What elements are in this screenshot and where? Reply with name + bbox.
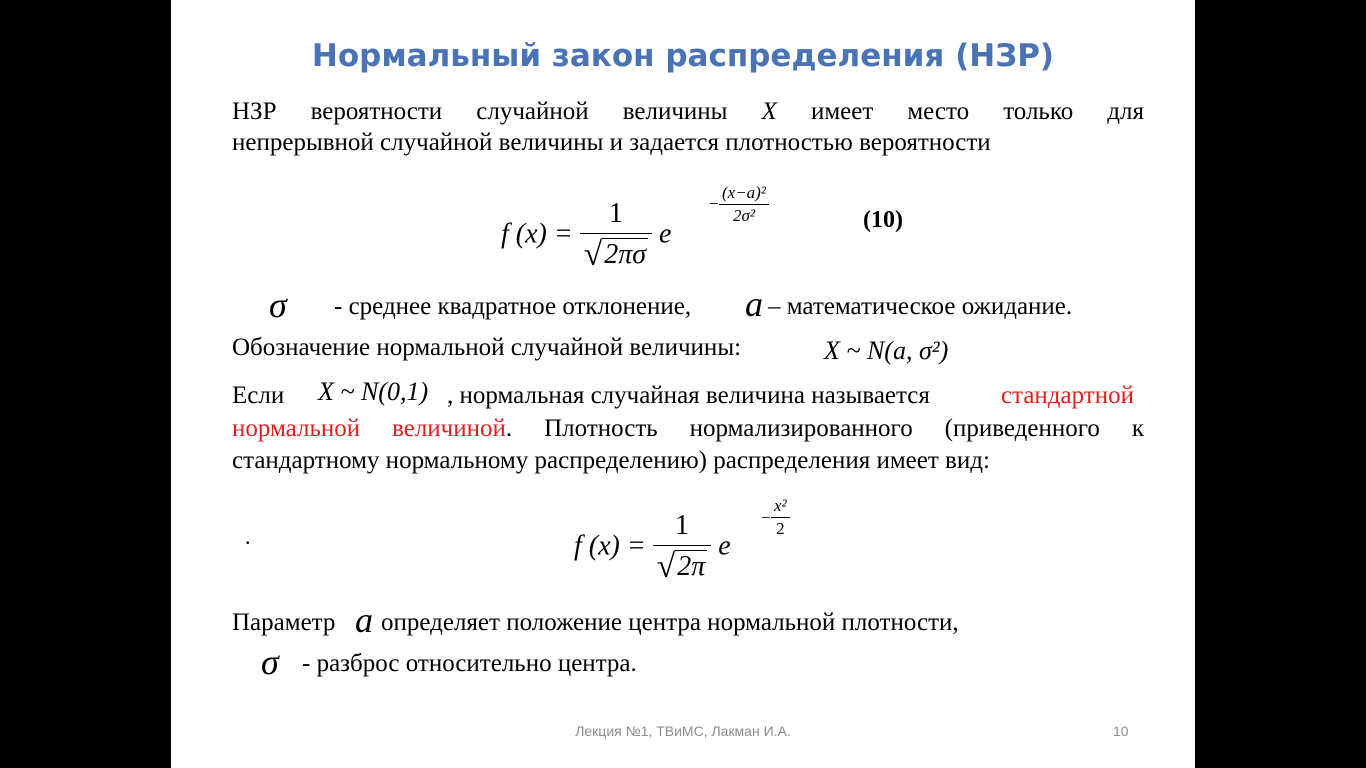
formula-10-exp-sign: − [709,194,719,213]
formula-10-lhs: f (x) = [501,218,573,250]
spread-text: - разброс относительно центра. [302,650,637,677]
standard-line-2 [232,415,1144,443]
intro-line-1 [232,98,1144,126]
formula-standard-numerator: 1 [674,510,689,541]
intro-text-after: имеет место только для [810,98,1144,125]
formula-10-radicand: 2πσ [604,239,647,270]
page-number: 10 [1113,723,1129,739]
slide-title: Нормальный закон распределения (НЗР) [311,38,1055,74]
spread-sigma-symbol: σ [261,642,279,682]
slide [171,0,1195,768]
formula-standard-radicand: 2π [677,551,706,582]
standard-formula: X ~ N(0,1) [318,377,429,406]
standard-line-1-middle: , нормальная случайная величина называется [447,382,930,409]
stray-dot: . [245,524,251,549]
formula-10-numerator: 1 [608,198,623,229]
sqrt-symbol: √2π [656,548,706,585]
formula-10-fraction [580,198,652,274]
formula-standard-exponent [771,496,790,539]
sigma-description: - среднее квадратное отклонение, [334,293,692,320]
equation-number: (10) [863,207,903,233]
sqrt-symbol: √2πσ [583,236,647,273]
standard-line-3: стандартному нормальному распределению) распределения имеет вид: [232,447,990,474]
formula-10-base: e [659,218,672,250]
formula-10-exp-denominator: 2σ² [719,204,769,226]
formula-standard-denominator [653,545,711,586]
intro-text-before: НЗР вероятности случайной величины [232,98,728,125]
param-text-before: Параметр [232,609,336,636]
formula-standard-exp-sign: − [761,508,771,527]
formula-10-exp-numerator: (x−a)² [722,183,766,202]
notation-formula: X ~ N(a, σ²) [824,336,949,365]
standard-term-part-2: нормальной величиной [232,415,506,442]
standard-term-part-1: стандартной [1001,382,1134,409]
formula-standard-exp-numerator: x² [774,496,787,515]
sigma-symbol: σ [269,285,287,325]
a-description: – математическое ожидание. [768,293,1073,320]
slide-footer: Лекция №1, ТВиМС, Лакман И.А. [575,723,791,739]
formula-standard-fraction [653,510,711,586]
intro-line-2: непрерывной случайной величины и задается плотностью вероятности [232,129,991,156]
a-symbol: a [745,284,763,324]
formula-standard-lhs: f (x) = [574,530,646,562]
param-a-symbol: a [355,600,373,640]
standard-line-2-rest: . Плотность нормализированного (приведенного к [505,415,1144,442]
standard-line-1-start: Если [232,382,285,409]
formula-standard-base: e [718,530,731,562]
var-x: X [761,98,777,125]
formula-10 [501,198,671,274]
notation-text: Обозначение нормальной случайной величины: [232,334,742,361]
formula-standard [574,510,731,586]
formula-standard-exp-denominator: 2 [771,517,790,539]
param-text-after: определяет положение центра нормальной плотности, [381,609,959,636]
formula-10-denominator [580,233,652,274]
formula-10-exponent [719,183,769,226]
